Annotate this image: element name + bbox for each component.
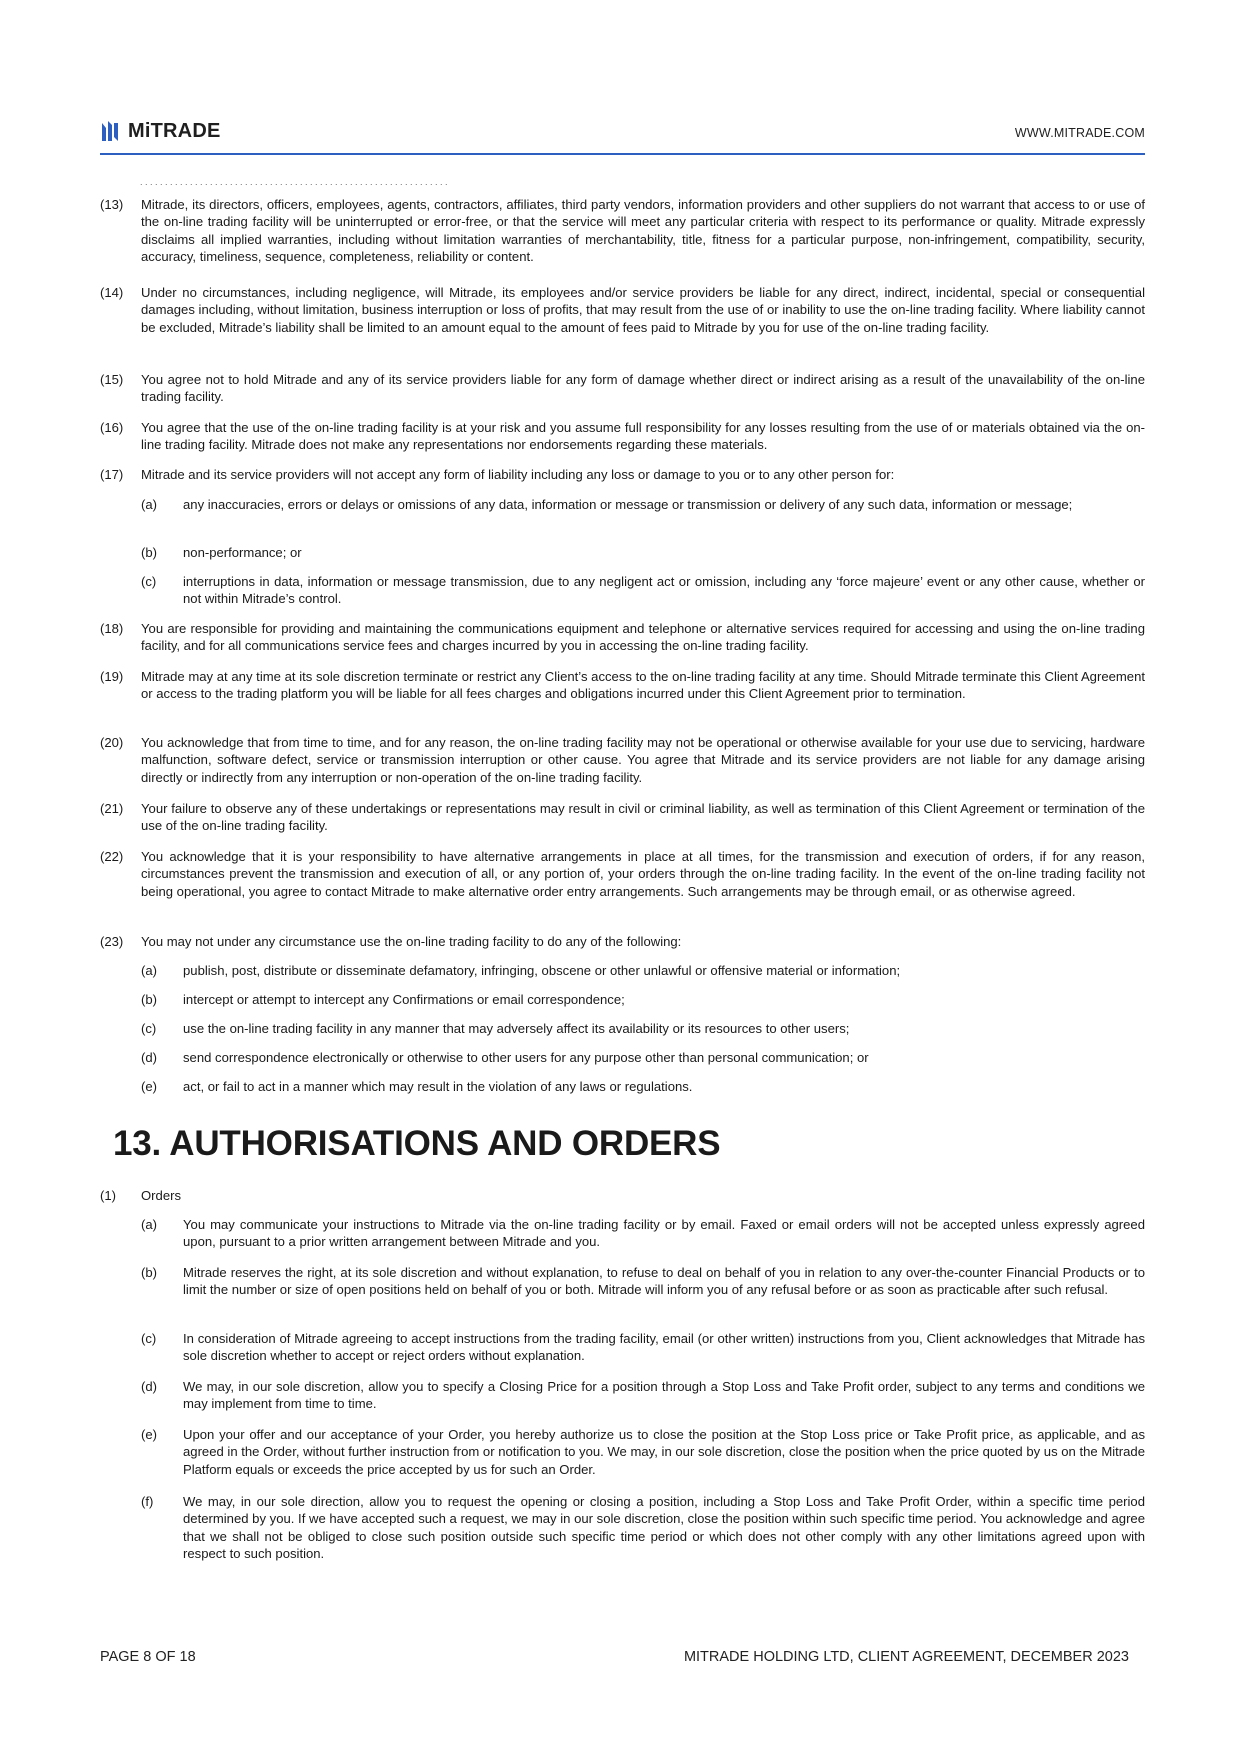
item-text: any inaccuracies, errors or delays or omissions of any data, information or message or transmission or delivery of any such data, information or message; — [183, 497, 1073, 512]
clause-text: Under no circumstances, including negligence, will Mitrade, its employees and/or service providers be liable for any direct, indirect, incidental, special or consequential damages including, without limitation, business interruption or loss of profits, that may result from the use of or inability to use the on-line trading facility. Where liability cannot be excluded, Mitrade’s liability shall be limited to an amount equal to the amount of fees paid to Mitrade by you for use of the on-line trading facility. — [141, 285, 1145, 335]
page-header — [0, 0, 1241, 185]
clause-15 — [100, 371, 1145, 406]
clause-20 — [100, 734, 1145, 786]
item-letter: (f) — [141, 1494, 154, 1509]
clause-text: Mitrade may at any time at its sole discretion terminate or restrict any Client’s access to the on-line trading facility at any time. Should Mitrade terminate this Client Agreement or access to the trading platform you will be liable for all fees charges and obligations incurred under this Client Agreement prior to termination. — [141, 669, 1145, 702]
orders-item-e — [141, 1426, 1145, 1478]
item-letter: (d) — [141, 1050, 158, 1065]
clause-17 — [100, 466, 1145, 483]
item-letter: (a) — [141, 497, 158, 512]
clause-number: (20) — [100, 735, 124, 750]
clause-17-item-b — [141, 544, 1145, 561]
section-item-orders — [100, 1187, 1145, 1204]
item-text: non-performance; or — [183, 545, 302, 560]
clause-14 — [100, 284, 1145, 336]
clause-number: (15) — [100, 372, 124, 387]
item-letter: (b) — [141, 992, 158, 1007]
item-text: We may, in our sole direction, allow you to request the opening or closing a position, including a Stop Loss and Take Profit Order, within a specific time period determined by you. If we have accepted such a request, we may in our sole discretion, close the position within such specific time period. You acknowledge and agree that we shall not be obliged to close such position outside such specific time period or which does not other comply with any other limitations agreed upon with respect to such position. — [183, 1494, 1145, 1562]
item-letter: (c) — [141, 1331, 157, 1346]
item-letter: (a) — [141, 1217, 158, 1232]
clause-13 — [100, 196, 1145, 266]
item-letter: (b) — [141, 545, 158, 560]
clause-23-item-c — [141, 1020, 1145, 1037]
brand-name: MiTRADE — [128, 119, 221, 142]
item-letter: (e) — [141, 1079, 158, 1094]
item-letter: (c) — [141, 574, 157, 589]
item-text: act, or fail to act in a manner which may result in the violation of any laws or regulations. — [183, 1079, 693, 1094]
clause-21 — [100, 800, 1145, 835]
clause-number: (21) — [100, 801, 124, 816]
item-text: use the on-line trading facility in any manner that may adversely affect its availability or its resources to other users; — [183, 1021, 850, 1036]
item-text: Upon your offer and our acceptance of your Order, you hereby authorize us to close the position at the Stop Loss price or Take Profit price, as applicable, and as agreed in the Order, without further instruction from or notification to you. We may, in our sole discretion, close the position when the price quoted by us on the Mitrade Platform equals or exceeds the price accepted by us for such an Order. — [183, 1427, 1145, 1477]
clause-text: Mitrade, its directors, officers, employees, agents, contractors, affiliates, third party vendors, information providers and other suppliers do not warrant that access to or use of the on-line trading facility will be uninterrupted or error-free, or that the service will meet any particular criteria with respect to its performance or quality. Mitrade expressly disclaims all implied warranties, including without limitation warranties of merchantability, title, fitness for a particular purpose, non-infringement, compatibility, security, accuracy, timeliness, sequence, completeness, reliability or content. — [141, 197, 1145, 265]
item-text: send correspondence electronically or otherwise to other users for any purpose other than personal communication; or — [183, 1050, 869, 1065]
orders-item-a — [141, 1216, 1145, 1251]
item-text: We may, in our sole discretion, allow you to specify a Closing Price for a position through a Stop Loss and Take Profit order, subject to any terms and conditions we may implement from time to time. — [183, 1379, 1145, 1412]
clipped-previous-line: . . . . . . . . . . . . . . . . . . . . . . . . . . . . . . . . . . . . . . . . . . . . . . . . . . . . . . . . . . . . . . — [140, 179, 448, 185]
page-number: PAGE 8 OF 18 — [100, 1649, 196, 1665]
clause-text: Mitrade and its service providers will not accept any form of liability including any loss or damage to you or to any other person for: — [141, 467, 895, 482]
clause-text: You agree not to hold Mitrade and any of its service providers liable for any form of damage whether direct or indirect arising as a result of the unavailability of the on-line trading facility. — [141, 372, 1145, 405]
clause-23-item-e — [141, 1078, 1145, 1095]
clause-number: (14) — [100, 285, 124, 300]
clause-text: You acknowledge that from time to time, and for any reason, the on-line trading facility may not be operational or otherwise available for your use due to servicing, hardware malfunction, software defect, service or transmission interruption or other cause. You agree that Mitrade and its service providers are not liable for any damage arising directly or indirectly from any interruption or non-operation of the on-line trading facility. — [141, 735, 1145, 785]
clause-text: You agree that the use of the on-line trading facility is at your risk and you assume full responsibility for any losses resulting from the use of or materials obtained via the on-line trading facility. Mitrade does not make any representations nor endorsements regarding these materials. — [141, 420, 1145, 453]
clause-number: (19) — [100, 669, 124, 684]
clause-23 — [100, 933, 1145, 950]
orders-item-c — [141, 1330, 1145, 1365]
clause-23-item-d — [141, 1049, 1145, 1066]
item-letter: (e) — [141, 1427, 158, 1442]
document-title-footer: MITRADE HOLDING LTD, CLIENT AGREEMENT, DECEMBER 2023 — [683, 1649, 1129, 1665]
mitrade-logo-icon — [100, 119, 122, 143]
clause-23-item-b — [141, 991, 1145, 1008]
clause-text: Orders — [141, 1188, 182, 1203]
clause-18 — [100, 620, 1145, 655]
website-url[interactable]: WWW.MITRADE.COM — [1014, 126, 1145, 140]
clause-number: (18) — [100, 621, 124, 636]
orders-item-f — [141, 1493, 1145, 1563]
item-text: publish, post, distribute or disseminate defamatory, infringing, obscene or other unlawful or offensive material or information; — [183, 963, 901, 978]
clause-16 — [100, 419, 1145, 454]
clause-19 — [100, 668, 1145, 703]
item-text: Mitrade reserves the right, at its sole discretion and without explanation, to refuse to deal on behalf of you in relation to any over-the-counter Financial Products or to limit the number or size of open positions held on behalf of you or both. Mitrade will inform you of any refusal before or as soon as practicable after such refusal. — [183, 1265, 1145, 1298]
item-text: intercept or attempt to intercept any Confirmations or email correspondence; — [183, 992, 625, 1007]
item-letter: (b) — [141, 1265, 158, 1280]
item-letter: (c) — [141, 1021, 157, 1036]
item-text: interruptions in data, information or message transmission, due to any negligent act or omission, including any ‘force majeure’ event or any other cause, whether or not within Mitrade’s control. — [183, 574, 1145, 607]
item-text: You may communicate your instructions to Mitrade via the on-line trading facility or by email. Faxed or email orders will not be accepted unless expressly agreed upon, pursuant to a prior written arrangement between Mitrade and you. — [183, 1217, 1145, 1250]
clause-number: (23) — [100, 934, 124, 949]
clause-23-item-a — [141, 962, 1145, 979]
header-divider — [100, 153, 1145, 155]
clause-text: You acknowledge that it is your responsibility to have alternative arrangements in place at all times, for the transmission and execution of orders, if for any reason, circumstances prevent the transmission and execution of all, or any portion of, your orders through the on-line trading facility. In the event of the on-line trading facility not being operational, you agree to contact Mitrade to make alternative order entry arrangements. Such arrangements may be through email, or as otherwise agreed. — [141, 849, 1145, 899]
clause-22 — [100, 848, 1145, 900]
section-heading: 13. AUTHORISATIONS AND ORDERS — [113, 1124, 721, 1163]
item-letter: (a) — [141, 963, 158, 978]
clause-number: (22) — [100, 849, 124, 864]
clause-17-item-c — [141, 573, 1145, 608]
clause-text: You may not under any circumstance use the on-line trading facility to do any of the following: — [141, 934, 682, 949]
clause-text: Your failure to observe any of these undertakings or representations may result in civil or criminal liability, as well as termination of this Client Agreement or termination of the use of the on-line trading facility. — [141, 801, 1145, 834]
clause-number: (13) — [100, 197, 124, 212]
orders-item-b — [141, 1264, 1145, 1299]
clause-number: (1) — [100, 1188, 117, 1203]
item-text: In consideration of Mitrade agreeing to accept instructions from the trading facility, email (or other written) instructions from you, Client acknowledges that Mitrade has sole discretion whether to accept or reject orders without explanation. — [183, 1331, 1145, 1364]
clause-text: You are responsible for providing and maintaining the communications equipment and telephone or alternative services required for accessing and using the on-line trading facility, and for all communications service fees and charges incurred by you in accessing the on-line trading facility. — [141, 621, 1145, 654]
clause-number: (16) — [100, 420, 124, 435]
orders-item-d — [141, 1378, 1145, 1413]
item-letter: (d) — [141, 1379, 158, 1394]
clause-17-item-a — [141, 496, 1145, 513]
clause-number: (17) — [100, 467, 124, 482]
brand-logo — [100, 119, 221, 143]
